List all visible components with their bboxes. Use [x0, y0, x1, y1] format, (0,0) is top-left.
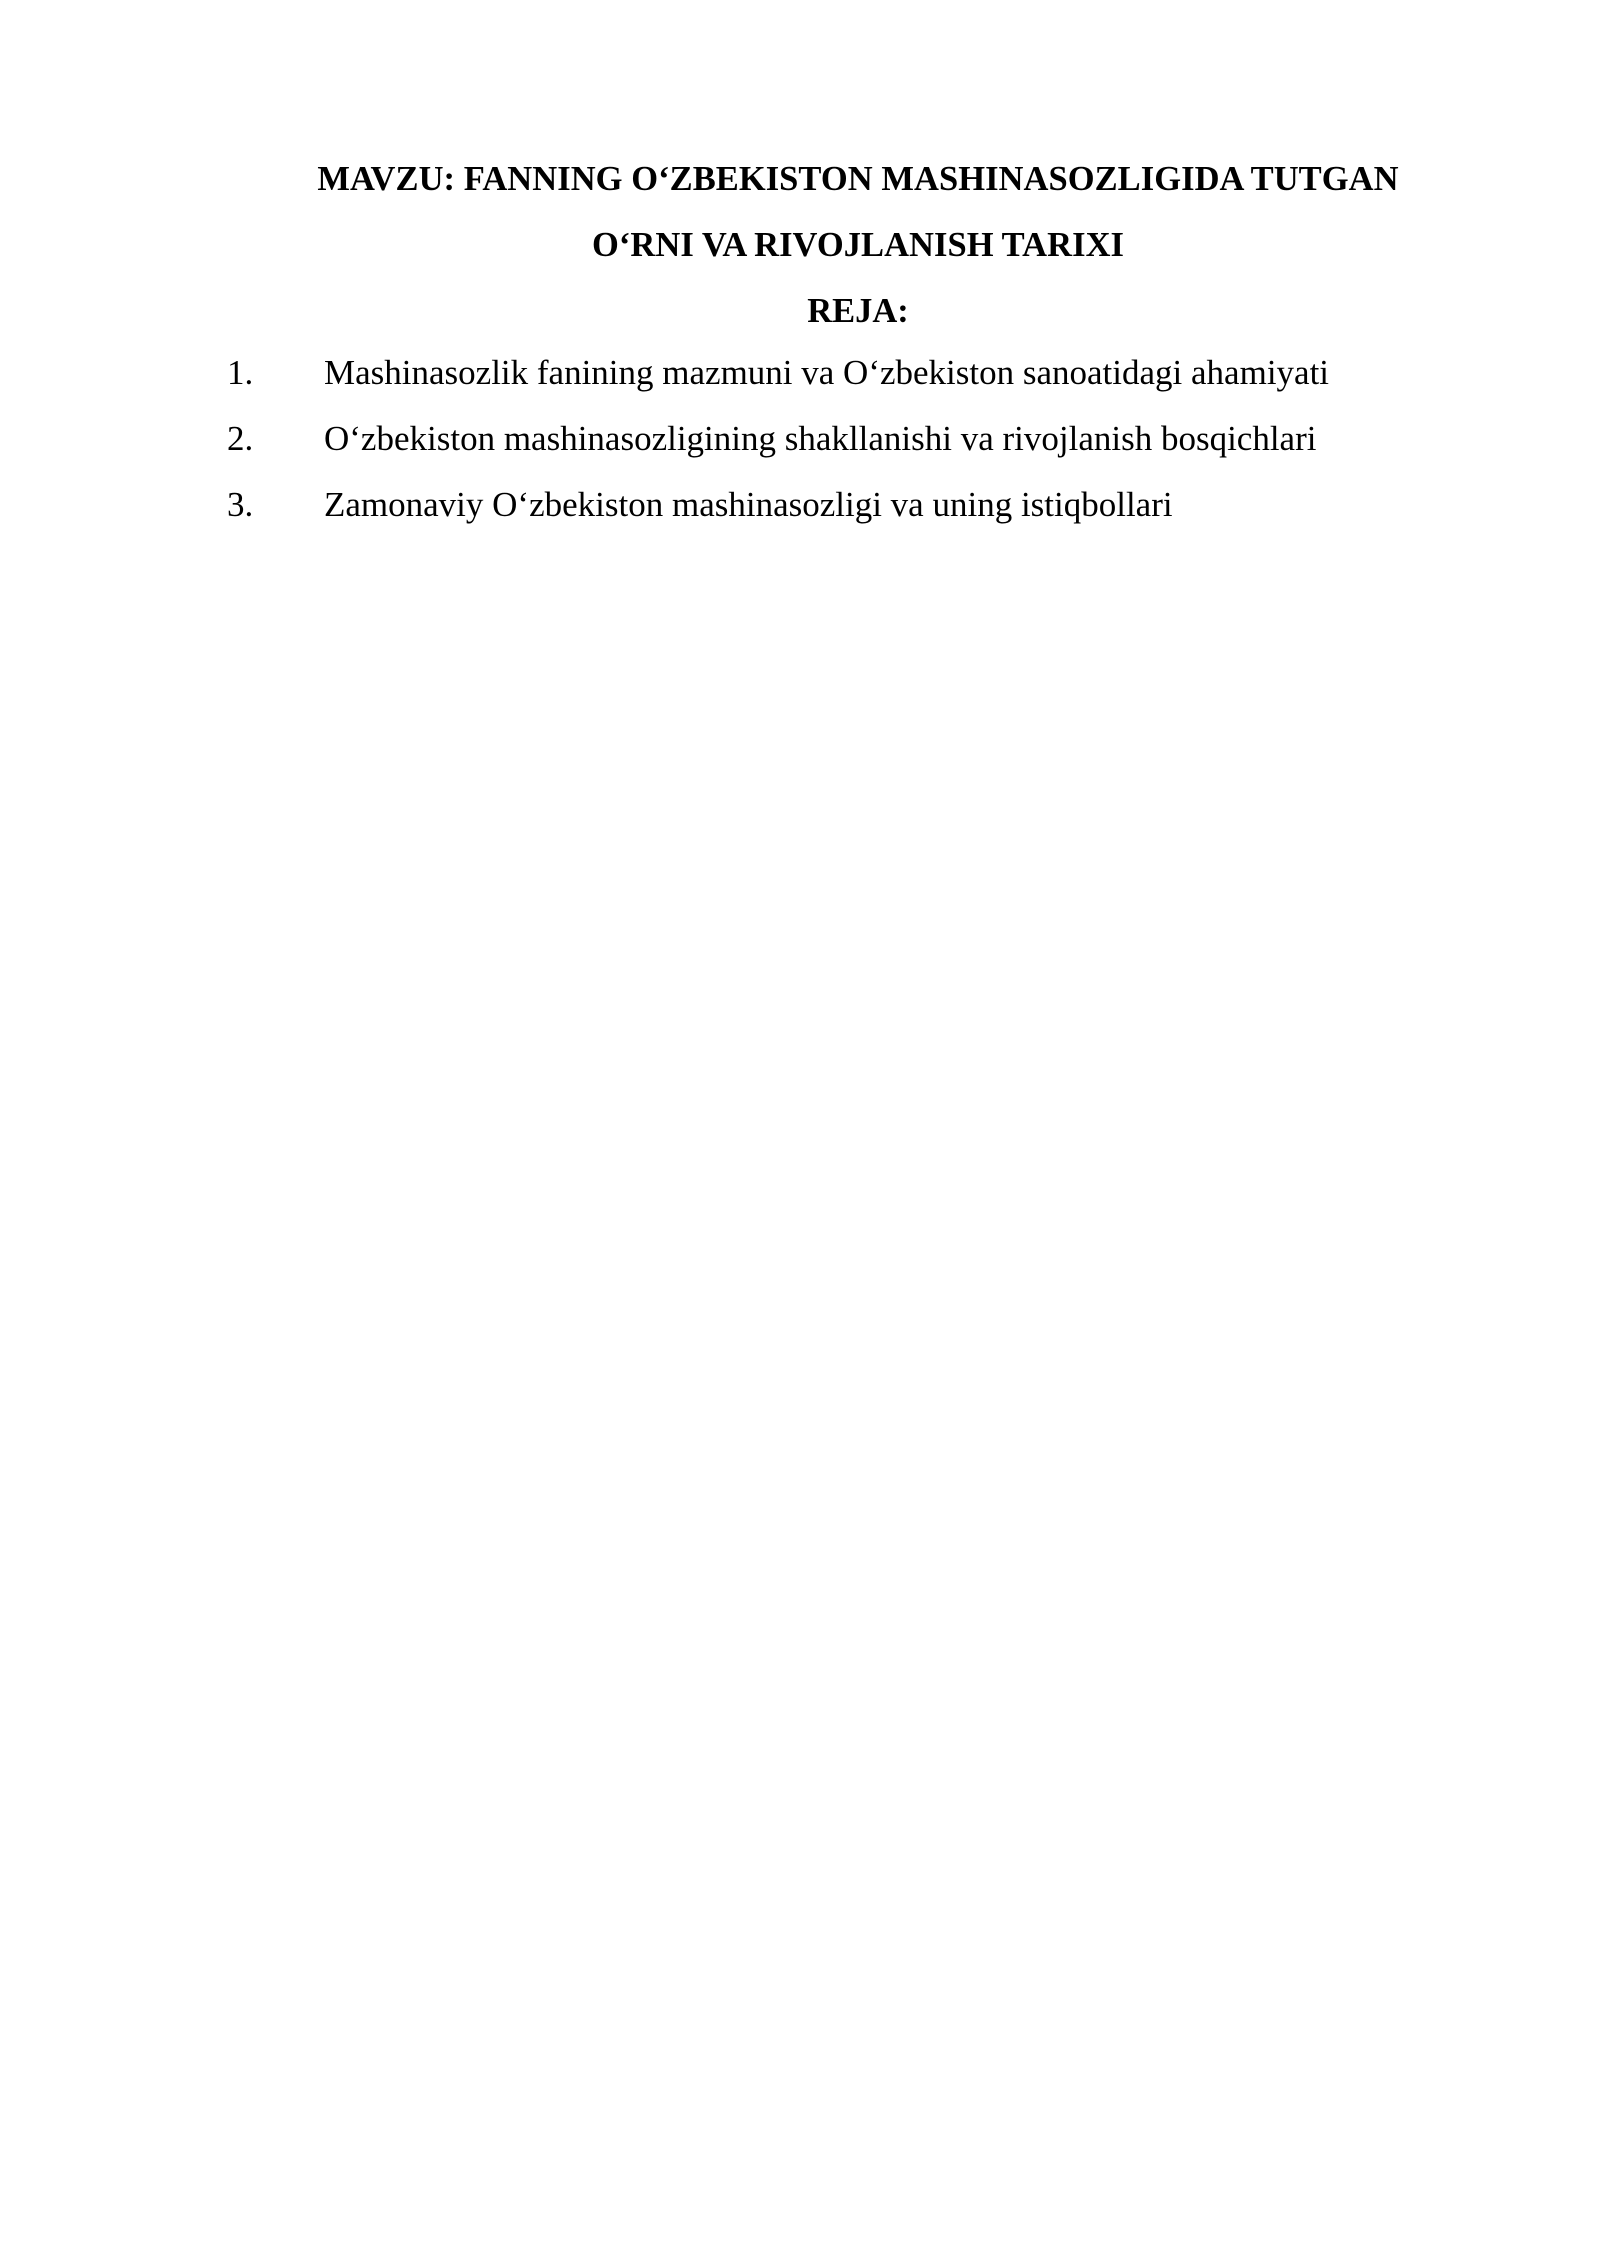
title-line: O‘RNI VA RIVOJLANISH TARIXI	[591, 226, 1125, 264]
plan-item	[227, 472, 1477, 538]
plan-item-number: 1.	[227, 353, 254, 392]
plan-item-number: 2.	[227, 419, 254, 458]
plan-item-text: Mashinasozlik fanining mazmuni va O‘zbekiston sanoatidagi ahamiyati	[324, 353, 1330, 392]
plan-heading: REJA:	[807, 292, 909, 330]
plan-item	[227, 406, 1477, 472]
plan-item-text: Zamonaviy O‘zbekiston mashinasozligi va uning istiqbollari	[324, 485, 1173, 524]
document-title	[258, 146, 1458, 278]
plan-list	[227, 340, 1477, 538]
plan-item-text: O‘zbekiston mashinasozligining shakllanishi va rivojlanish bosqichlari	[324, 419, 1317, 458]
title-line: MAVZU: FANNING O‘ZBEKISTON MASHINASOZLIGIDA TUTGAN	[317, 160, 1399, 198]
plan-item-number: 3.	[227, 485, 254, 524]
plan-item	[227, 340, 1477, 406]
